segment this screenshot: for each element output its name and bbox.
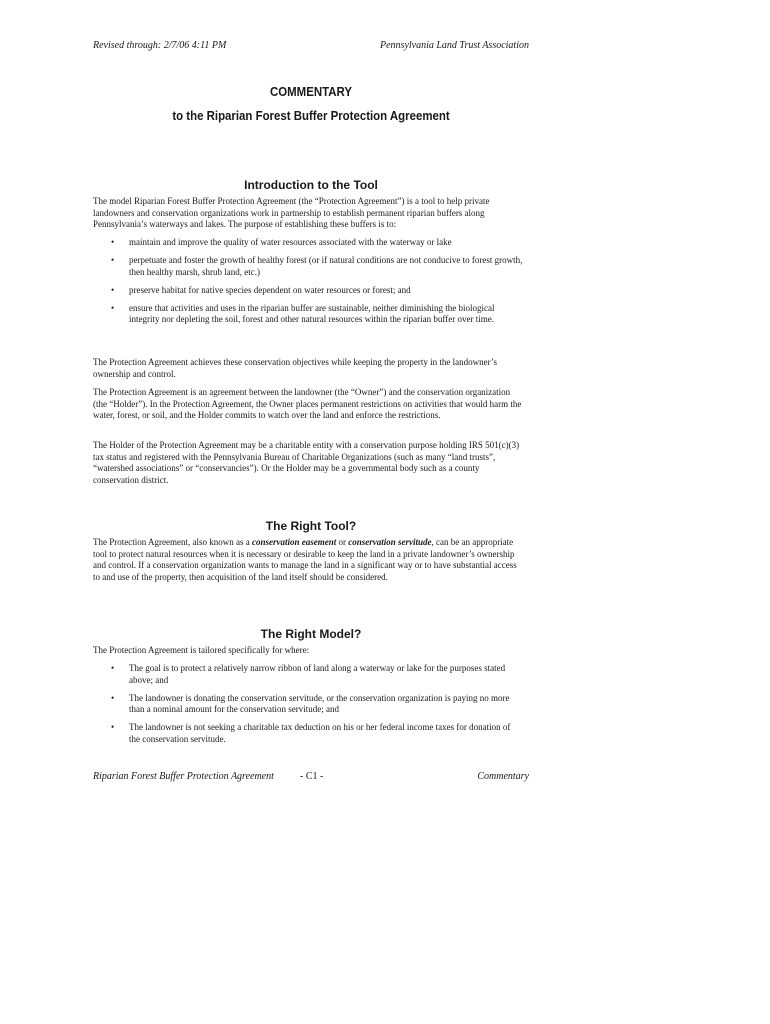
page-header bbox=[93, 40, 529, 51]
bullet-icon: • bbox=[111, 237, 115, 247]
list-item: • preserve habitat for native species dependent on water resources or forest; and bbox=[111, 284, 411, 295]
bullet-icon: • bbox=[111, 692, 115, 703]
intro-paragraph-1: The model Riparian Forest Buffer Protection Agreement (the “Protection Agreement”) is a tool to help private landowners and conservation organizations work in partnership to establish permanent riparian buffers along Pennsylvania’s waterways and lakes. The purpose of establishing these buffers is to: bbox=[93, 196, 490, 230]
list-item: • ensure that activities and uses in the riparian buffer are sustainable, neither diminishing the biological integrity nor depleting the soil, forest and other natural resources within the riparian buffer over time. bbox=[111, 302, 495, 325]
bullet-icon: • bbox=[111, 663, 115, 673]
intro-paragraph-2: The Protection Agreement achieves these conservation objectives while keeping the property in the landowner’s ownership and control. bbox=[93, 357, 497, 379]
header-organization: Pennsylvania Land Trust Association bbox=[380, 40, 529, 51]
list-item: • perpetuate and foster the growth of healthy forest (or if natural conditions are not conducive to forest growth, then healthy marsh, shrub land, etc.) bbox=[111, 255, 523, 277]
term-conservation-servitude: conservation servitude bbox=[348, 537, 432, 547]
list-item: • The landowner is not seeking a charitable tax deduction on his or her federal income taxes for donation of the conservation servitude. bbox=[111, 722, 511, 744]
section-heading-right-tool: The Right Tool? bbox=[265, 519, 357, 533]
footer-section: Commentary bbox=[477, 771, 529, 782]
intro-paragraph-4: The Holder of the Protection Agreement may be a charitable entity with a conservation purpose holding IRS 501(c)(3) tax status and registered with the Pennsylvania Bureau of Charitable Organizations (such as many “land trusts”, “watershed associations” or “conservancies”). Or the Holder may be a governmental body such as a county conservation district. bbox=[93, 440, 520, 485]
list-item: • The goal is to protect a relatively narrow ribbon of land along a waterway or lake for the purposes stated above; and bbox=[111, 663, 506, 685]
right-model-paragraph: The Protection Agreement is tailored specifically for where: bbox=[93, 645, 310, 655]
header-revision-date: Revised through: 2/7/06 4:11 PM bbox=[93, 40, 227, 51]
intro-paragraph-3: The Protection Agreement is an agreement between the landowner (the “Owner”) and the conservation organization (the “Holder”). In the Protection Agreement, the Owner places permanent restrictions on activities that would harm the water, forest, or soil, and the Holder commits to watch over the land and enforce the restrictions. bbox=[93, 387, 522, 421]
bullet-icon: • bbox=[111, 255, 115, 266]
footer-page-number: - C1 - bbox=[300, 771, 324, 782]
intro-bullet-list bbox=[111, 237, 523, 333]
document-title: COMMENTARY bbox=[269, 84, 352, 99]
term-conservation-easement: conservation easement bbox=[251, 537, 337, 547]
page-footer bbox=[93, 771, 529, 782]
footer-document-name: Riparian Forest Buffer Protection Agreement bbox=[93, 771, 274, 782]
bullet-icon: • bbox=[111, 722, 115, 733]
list-item: • maintain and improve the quality of water resources associated with the waterway or lake bbox=[111, 237, 452, 247]
right-model-bullet-list bbox=[111, 663, 523, 752]
document-subtitle: to the Riparian Forest Buffer Protection Agreement bbox=[172, 108, 450, 123]
bullet-icon: • bbox=[111, 284, 115, 295]
right-tool-paragraph: The Protection Agreement, also known as a conservation easement or conservation servitude, can be an appropriate tool to protect natural resources when it is necessary or desirable to keep the land in a private landowner’s ownership and control. If a conservation organization wants to manage the land in a significant way or to have substantial access to and use of the property, then acquisition of the land itself should be considered. bbox=[93, 537, 517, 582]
section-heading-right-model: The Right Model? bbox=[260, 627, 362, 641]
list-item: • The landowner is donating the conservation servitude, or the conservation organization is paying no more than a nominal amount for the conservation servitude; and bbox=[111, 692, 510, 715]
bullet-icon: • bbox=[111, 302, 115, 313]
section-heading-introduction: Introduction to the Tool bbox=[244, 178, 378, 192]
